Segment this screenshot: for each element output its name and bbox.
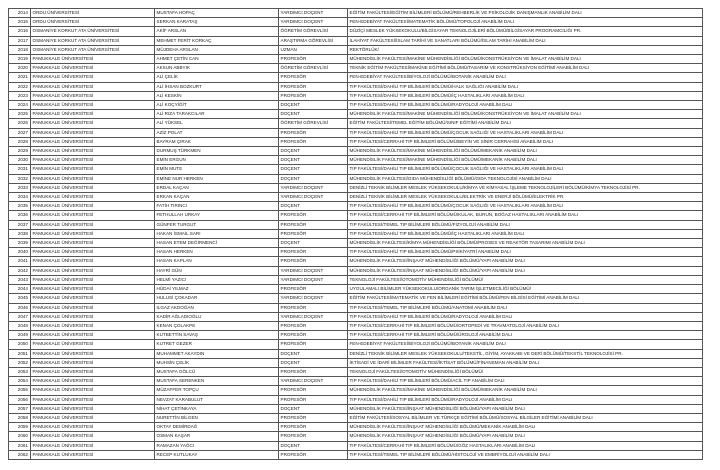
cell-academic-title: PROFESÖR [279,128,348,137]
cell-row-number: 2031 [9,165,31,174]
cell-row-number: 2027 [9,128,31,137]
cell-row-number: 2018 [9,45,31,54]
cell-row-number: 2029 [9,147,31,156]
cell-academic-title: YARDIMCI DOÇENT [279,183,348,192]
cell-academic-title: YARDIMCI DOÇENT [279,193,348,202]
cell-row-number: 2020 [9,64,31,73]
table-row [9,367,703,376]
cell-university: PAMUKKALE ÜNİVERSİTESİ [31,73,155,82]
cell-person-name: ERKAN KAÇAN [155,193,279,202]
cell-row-number: 2044 [9,285,31,294]
table-row [9,266,703,275]
table-row [9,101,703,110]
cell-department: REKTÖRLÜK/ [348,45,703,54]
cell-department: DÜZİÇİ MESLEK YÜKSEKOKULU/BİLGİSAYAR TEKNOLOJİLERİ BÖLÜMÜ/BİLGİSAYAR PROGRAMCILIĞI PR. [348,27,703,36]
table-row [9,165,703,174]
cell-university: PAMUKKALE ÜNİVERSİTESİ [31,165,155,174]
cell-person-name: ALİ KESKİN [155,91,279,100]
cell-row-number: 2034 [9,193,31,202]
cell-department: MÜHENDİSLİK FAKÜLTESİ/KİMYA MÜHENDİSLİĞİ BÖLÜMÜ/PROSES VE REAKTÖR TASARIMI ANABİLİM DALI [348,239,703,248]
table-row [9,18,703,27]
cell-person-name: NİHAT ÇETİNKAYA [155,404,279,413]
table-row [9,432,703,441]
cell-university: PAMUKKALE ÜNİVERSİTESİ [31,413,155,422]
cell-academic-title: YARDIMCI DOÇENT [279,9,348,18]
cell-row-number: 2047 [9,312,31,321]
cell-university: PAMUKKALE ÜNİVERSİTESİ [31,450,155,459]
cell-person-name: RECEP KUTLUKAY [155,450,279,459]
cell-row-number: 2055 [9,386,31,395]
cell-row-number: 2056 [9,395,31,404]
cell-department: DENİZLİ TEKNİK BİLİMLER MESLEK YÜKSEKOKULU/KİMYA VE KİMYASAL İŞLEME TEKNOLOJİLERİ BÖLÜMÜ/KİMYA TEKNOLOJİSİ PR. [348,183,703,192]
cell-university: PAMUKKALE ÜNİVERSİTESİ [31,64,155,73]
cell-person-name: MUSTAFA SERENKEN [155,377,279,386]
cell-academic-title: PROFESÖR [279,331,348,340]
table-row [9,211,703,220]
cell-academic-title: PROFESÖR [279,229,348,238]
cell-department: FEN-EDEBİYAT FAKÜLTESİ/BİYOLOJİ BÖLÜMÜ/BOTANİK ANABİLİM DALI [348,73,703,82]
cell-academic-title: PROFESÖR [279,303,348,312]
cell-row-number: 2022 [9,82,31,91]
results-table [8,8,703,460]
cell-academic-title: PROFESÖR [279,432,348,441]
cell-row-number: 2059 [9,423,31,432]
cell-academic-title: DOÇENT [279,101,348,110]
cell-row-number: 2038 [9,229,31,238]
cell-row-number: 2023 [9,91,31,100]
cell-department: DENİZLİ TEKNİK BİLİMLER MESLEK YÜKSEKOKULU/ELEKTRİK VE ENERJİ BÖLÜMÜ/ELEKTRİK PR. [348,193,703,202]
table-row [9,321,703,330]
table-row [9,413,703,422]
cell-row-number: 2048 [9,321,31,330]
cell-university: ORDU ÜNİVERSİTESİ [31,9,155,18]
cell-university: PAMUKKALE ÜNİVERSİTESİ [31,367,155,376]
cell-row-number: 2049 [9,331,31,340]
table-row [9,239,703,248]
cell-academic-title: PROFESÖR [279,73,348,82]
cell-university: PAMUKKALE ÜNİVERSİTESİ [31,137,155,146]
cell-row-number: 2052 [9,358,31,367]
cell-department: EĞİTİM FAKÜLTESİ/EĞİTİM BİLİMLERİ BÖLÜMÜ/REHBERLİK VE PSİKOLOJİK DANIŞMANLIK ANABİLİM DALI [348,9,703,18]
cell-department: TIP FAKÜLTESİ/DAHİLİ TIP BİLİMLERİ BÖLÜMÜ/İÇ HASTALIKLARI ANABİLİM DALI [348,91,703,100]
table-row [9,137,703,146]
cell-academic-title: DOÇENT [279,239,348,248]
cell-department: TIP FAKÜLTESİ/DAHİLİ TIP BİLİMLERİ BÖLÜMÜ/PSİKİYATRİ ANABİLİM DALI [348,248,703,257]
cell-academic-title: YARDIMCI DOÇENT [279,275,348,284]
table-row [9,91,703,100]
cell-university: PAMUKKALE ÜNİVERSİTESİ [31,239,155,248]
cell-academic-title: DOÇENT [279,147,348,156]
cell-academic-title: PROFESÖR [279,340,348,349]
table-row [9,358,703,367]
cell-academic-title: PROFESÖR [279,423,348,432]
cell-university: PAMUKKALE ÜNİVERSİTESİ [31,147,155,156]
cell-person-name: ILGAZ AKDOĞAN [155,303,279,312]
cell-person-name: MUSTAFA HOPAÇ [155,9,279,18]
cell-row-number: 2039 [9,239,31,248]
table-row [9,36,703,45]
cell-person-name: AHMET ÇETİN CAN [155,55,279,64]
cell-academic-title: DOÇENT [279,441,348,450]
cell-university: PAMUKKALE ÜNİVERSİTESİ [31,285,155,294]
cell-person-name: MÜJDEHA ARSLAN [155,45,279,54]
cell-row-number: 2019 [9,55,31,64]
cell-academic-title: PROFESÖR [279,211,348,220]
cell-person-name: FATİH TIRINCI [155,202,279,211]
cell-person-name: AKSUN ABBYIK [155,64,279,73]
table-row [9,275,703,284]
cell-department: İLAHİYAT FAKÜLTESİ/İSLAM TARİHİ VE SANATLARI BÖLÜMÜ/İSLAM TARİHİ ANABİLİM DALI [348,36,703,45]
cell-person-name: SERKAN KARATAŞ [155,18,279,27]
cell-person-name: MEHMET FERİT KORKAÇ [155,36,279,45]
cell-university: PAMUKKALE ÜNİVERSİTESİ [31,202,155,211]
cell-row-number: 2042 [9,266,31,275]
cell-person-name: EMİN ERGUN [155,156,279,165]
cell-university: PAMUKKALE ÜNİVERSİTESİ [31,193,155,202]
cell-department: DENİZLİ TEKNİK BİLİMLER MESLEK YÜKSEKOKULU/TEKSTİL, GİYİM, AYAKKABI VE DERİ BÖLÜMÜ/TEKSTİL TEKNOLOJİSİ PR. [348,349,703,358]
cell-person-name: ALİ İHSAN BOZKURT [155,82,279,91]
cell-row-number: 2014 [9,9,31,18]
cell-university: PAMUKKALE ÜNİVERSİTESİ [31,220,155,229]
cell-university: PAMUKKALE ÜNİVERSİTESİ [31,358,155,367]
cell-row-number: 2041 [9,257,31,266]
table-row [9,349,703,358]
cell-row-number: 2058 [9,413,31,422]
cell-department: FEN-EDEBİYAT FAKÜLTESİ/MATEMATİK BÖLÜMÜ/TOPOLOJİ ANABİLİM DALI [348,18,703,27]
table-row [9,340,703,349]
cell-department: MÜHENDİSLİK FAKÜLTESİ/İNŞAAT MÜHENDİSLİĞİ BÖLÜMÜ/YAPI ANABİLİM DALI [348,257,703,266]
cell-row-number: 2045 [9,294,31,303]
cell-university: PAMUKKALE ÜNİVERSİTESİ [31,395,155,404]
cell-academic-title: DOÇENT [279,156,348,165]
cell-person-name: MUSTAFA GÖLCÜ [155,367,279,376]
table-row [9,73,703,82]
cell-department: MÜHENDİSLİK FAKÜLTESİ/MAKİNE MÜHENDİSLİĞİ BÖLÜMÜ/KONSTRÜKSİYON VE İMALAT ANABİLİM DALI [348,55,703,64]
cell-person-name: BAYRAM ÇIRAK [155,137,279,146]
cell-university: PAMUKKALE ÜNİVERSİTESİ [31,441,155,450]
cell-university: PAMUKKALE ÜNİVERSİTESİ [31,432,155,441]
cell-academic-title: UZMAN [279,45,348,54]
cell-row-number: 2032 [9,174,31,183]
cell-academic-title: YARDIMCI DOÇENT [279,377,348,386]
cell-person-name: AZİZ POLAT [155,128,279,137]
cell-academic-title: PROFESÖR [279,450,348,459]
cell-department: UYGULAMALI BİLİMLER YÜKSEKOKULU/ORGANİK TARIM İŞLETMECİLİĞİ BÖLÜMÜ/ [348,285,703,294]
cell-university: PAMUKKALE ÜNİVERSİTESİ [31,101,155,110]
cell-row-number: 2021 [9,73,31,82]
cell-academic-title: PROFESÖR [279,220,348,229]
table-row [9,45,703,54]
cell-academic-title: PROFESÖR [279,248,348,257]
cell-university: PAMUKKALE ÜNİVERSİTESİ [31,183,155,192]
cell-university: PAMUKKALE ÜNİVERSİTESİ [31,349,155,358]
cell-row-number: 2026 [9,119,31,128]
cell-person-name: FETHULLAH URKAY [155,211,279,220]
cell-university: PAMUKKALE ÜNİVERSİTESİ [31,82,155,91]
table-row [9,395,703,404]
cell-person-name: ERDAL KAÇAN [155,183,279,192]
table-row [9,294,703,303]
cell-department: TIP FAKÜLTESİ/DAHİLİ TIP BİLİMLERİ BÖLÜMÜ/ACİL TIP ANABİLİM DALI [348,377,703,386]
cell-academic-title: PROFESÖR [279,395,348,404]
cell-university: PAMUKKALE ÜNİVERSİTESİ [31,229,155,238]
cell-department: EĞİTİM FAKÜLTESİ/MATEMATİK VE FEN BİLİMLERİ EĞİTİMİ BÖLÜMÜ/FEN BİLGİSİ EĞİTİMİ ANABİLİM DALI [348,294,703,303]
cell-person-name: ALİ KOÇYİĞİT [155,101,279,110]
cell-person-name: GÜNFER TURGUT [155,220,279,229]
table-row [9,303,703,312]
cell-person-name: HASAN KAPLAN [155,257,279,266]
cell-person-name: ALİ RIZA TARAKCILAR [155,110,279,119]
cell-university: PAMUKKALE ÜNİVERSİTESİ [31,128,155,137]
cell-university: PAMUKKALE ÜNİVERSİTESİ [31,275,155,284]
table-row [9,64,703,73]
cell-university: PAMUKKALE ÜNİVERSİTESİ [31,211,155,220]
cell-academic-title: YARDIMCI DOÇENT [279,266,348,275]
cell-university: PAMUKKALE ÜNİVERSİTESİ [31,377,155,386]
cell-university: PAMUKKALE ÜNİVERSİTESİ [31,91,155,100]
cell-department: TIP FAKÜLTESİ/DAHİLİ TIP BİLİMLERİ BÖLÜMÜ/HALK SAĞLIĞI ANABİLİM DALI [348,82,703,91]
cell-university: PAMUKKALE ÜNİVERSİTESİ [31,174,155,183]
cell-person-name: OSMAN KAŞAR [155,432,279,441]
cell-row-number: 2040 [9,248,31,257]
table-row [9,119,703,128]
cell-person-name: KADİR AĞLADIOĞLU [155,312,279,321]
cell-person-name: KUTRET GEZER [155,340,279,349]
table-row [9,404,703,413]
cell-row-number: 2033 [9,183,31,192]
table-row [9,193,703,202]
cell-university: PAMUKKALE ÜNİVERSİTESİ [31,257,155,266]
cell-person-name: DURMUŞ TÜRKMEN [155,147,279,156]
table-row [9,377,703,386]
cell-row-number: 2043 [9,275,31,284]
cell-academic-title: PROFESÖR [279,137,348,146]
cell-row-number: 2060 [9,432,31,441]
cell-university: PAMUKKALE ÜNİVERSİTESİ [31,248,155,257]
cell-row-number: 2062 [9,450,31,459]
table-row [9,423,703,432]
cell-academic-title: PROFESÖR [279,82,348,91]
cell-academic-title: ÖĞRETİM GÖREVLİSİ [279,119,348,128]
cell-university: PAMUKKALE ÜNİVERSİTESİ [31,266,155,275]
cell-row-number: 2024 [9,101,31,110]
cell-person-name: ALİ YÜKSEL [155,119,279,128]
table-row [9,82,703,91]
cell-university: PAMUKKALE ÜNİVERSİTESİ [31,303,155,312]
cell-university: PAMUKKALE ÜNİVERSİTESİ [31,331,155,340]
table-row [9,386,703,395]
cell-row-number: 2016 [9,27,31,36]
cell-row-number: 2035 [9,202,31,211]
cell-person-name: EMİNE NUR HERKEN [155,174,279,183]
cell-university: PAMUKKALE ÜNİVERSİTESİ [31,340,155,349]
cell-row-number: 2054 [9,377,31,386]
cell-department: TIP FAKÜLTESİ/DAHİLİ TIP BİLİMLERİ BÖLÜMÜ/RADYOLOJİ ANABİLİM DALI [348,101,703,110]
cell-department: TIP FAKÜLTESİ/TEMEL TIP BİLİMLERİ BÖLÜMÜ/HİSTOLOJİ VE EMBRİYOLOJİ ANABİLİM DALI [348,450,703,459]
table-row [9,257,703,266]
cell-academic-title: YARDIMCI DOÇENT [279,312,348,321]
cell-university: PAMUKKALE ÜNİVERSİTESİ [31,321,155,330]
cell-row-number: 2028 [9,137,31,146]
cell-university: PAMUKKALE ÜNİVERSİTESİ [31,294,155,303]
cell-row-number: 2053 [9,367,31,376]
cell-department: MÜHENDİSLİK FAKÜLTESİ/İNŞAAT MÜHENDİSLİĞİ BÖLÜMÜ/YAPI ANABİLİM DALI [348,266,703,275]
cell-university: PAMUKKALE ÜNİVERSİTESİ [31,423,155,432]
cell-department: TIP FAKÜLTESİ/DAHİLİ TIP BİLİMLERİ BÖLÜMÜ/İÇ HASTALIKLARI ANABİLİM DALI [348,229,703,238]
cell-row-number: 2057 [9,404,31,413]
table-row [9,202,703,211]
cell-academic-title: ÖĞRETİM GÖREVLİSİ [279,64,348,73]
table-body [9,9,703,460]
cell-department: FEN-EDEBİYAT FAKÜLTESİ/BİYOLOJİ BÖLÜMÜ/BOTANİK ANABİLİM DALI [348,340,703,349]
cell-university: PAMUKKALE ÜNİVERSİTESİ [31,156,155,165]
cell-department: TIP FAKÜLTESİ/TEMEL TIP BİLİMLERİ BÖLÜMÜ/ANATOMİ ANABİLİM DALI [348,303,703,312]
cell-academic-title: DOÇENT [279,404,348,413]
cell-person-name: HASAN HERKEN [155,248,279,257]
cell-row-number: 2036 [9,211,31,220]
cell-person-name: EMİN MUTE [155,165,279,174]
cell-person-name: HASAN ETEM DEĞİRMENCİ [155,239,279,248]
cell-row-number: 2037 [9,220,31,229]
cell-university: PAMUKKALE ÜNİVERSİTESİ [31,404,155,413]
cell-person-name: MUHSİN ÇELİK [155,358,279,367]
cell-academic-title: ÖĞRETİM GÖREVLİSİ [279,27,348,36]
table-row [9,450,703,459]
cell-university: PAMUKKALE ÜNİVERSİTESİ [31,55,155,64]
cell-person-name: MÜZAFFER TOPÇU [155,386,279,395]
cell-department: TIP FAKÜLTESİ/DAHİLİ TIP BİLİMLERİ BÖLÜMÜ/ÇOCUK SAĞLIĞI VE HASTALIKLARI ANABİLİM DALI [348,165,703,174]
cell-person-name: HÜDAİ YILMAZ [155,285,279,294]
cell-academic-title: DOÇENT [279,202,348,211]
cell-department: TEKNOLOJİ FAKÜLTESİ/OTOMOTİV MÜHENDİSLİĞİ BÖLÜMÜ/ [348,275,703,284]
cell-row-number: 2025 [9,110,31,119]
table-row [9,147,703,156]
cell-academic-title: PROFESÖR [279,367,348,376]
table-row [9,220,703,229]
cell-person-name: ALİ ÇELİK [155,73,279,82]
cell-department: TIP FAKÜLTESİ/CERRAHİ TIP BİLİMLERİ BÖLÜMÜ/GÖZ HASTALIKLARI ANABİLİM DALI [348,441,703,450]
table-row [9,110,703,119]
cell-department: MÜHENDİSLİK FAKÜLTESİ/MAKİNE MÜHENDİSLİĞİ BÖLÜMÜ/KONSTRÜKSİYON VE İMALAT ANABİLİM DALI [348,110,703,119]
table-row [9,441,703,450]
cell-row-number: 2051 [9,349,31,358]
cell-academic-title: DOÇENT [279,358,348,367]
cell-university: PAMUKKALE ÜNİVERSİTESİ [31,386,155,395]
cell-row-number: 2050 [9,340,31,349]
cell-academic-title: DOÇENT [279,174,348,183]
cell-person-name: NURETTİN BİLGEN [155,413,279,422]
table-row [9,285,703,294]
cell-academic-title: PROFESÖR [279,413,348,422]
cell-person-name: KUTBETTİN SAVAŞ [155,331,279,340]
cell-department: EĞİTİM FAKÜLTESİ/TEMEL EĞİTİM BÖLÜMÜ/SINIF EĞİTİMİ ANABİLİM DALI [348,119,703,128]
cell-person-name: RAMAZAN YAĞCI [155,441,279,450]
cell-university: OSMANİYE KORKUT ATA ÜNİVERSİTESİ [31,45,155,54]
cell-row-number: 2017 [9,36,31,45]
cell-academic-title: DOÇENT [279,110,348,119]
cell-academic-title: PROFESÖR [279,285,348,294]
cell-person-name: HAYRİ GÜN [155,266,279,275]
table-row [9,128,703,137]
cell-department: MÜHENDİSLİK FAKÜLTESİ/MAKİNE MÜHENDİSLİĞİ BÖLÜMÜ/MEKANİK ANABİLİM DALI [348,156,703,165]
cell-academic-title: PROFESÖR [279,91,348,100]
cell-department: MÜHENDİSLİK FAKÜLTESİ/İNŞAAT MÜHENDİSLİĞİ BÖLÜMÜ/YAPI ANABİLİM DALI [348,404,703,413]
cell-department: TEKNOLOJİ FAKÜLTESİ/OTOMOTİV MÜHENDİSLİĞİ BÖLÜMÜ/ [348,367,703,376]
cell-academic-title: DOÇENT [279,165,348,174]
cell-department: MÜHENDİSLİK FAKÜLTESİ/MAKİNE MÜHENDİSLİĞİ BÖLÜMÜ/MEKANİK ANABİLİM DALI [348,386,703,395]
cell-row-number: 2015 [9,18,31,27]
cell-department: TIP FAKÜLTESİ/CERRAHİ TIP BİLİMLERİ BÖLÜMÜ/ORTOPEDİ VE TRAVMATOLOJİ ANABİLİM DALI [348,321,703,330]
cell-academic-title: YARDIMCI DOÇENT [279,18,348,27]
cell-department: TIP FAKÜLTESİ/CERRAHİ TIP BİLİMLERİ BÖLÜMÜ/ÜROLOJİ ANABİLİM DALI [348,331,703,340]
cell-person-name: HAKAN İSMAİL SARI [155,229,279,238]
cell-department: MÜHENDİSLİK FAKÜLTESİ/İNŞAAT MÜHENDİSLİĞİ BÖLÜMÜ/MEKANİK ANABİLİM DALI [348,423,703,432]
cell-academic-title: PROFESÖR [279,257,348,266]
cell-row-number: 2061 [9,441,31,450]
cell-university: ORDU ÜNİVERSİTESİ [31,18,155,27]
cell-academic-title: PROFESÖR [279,321,348,330]
cell-row-number: 2030 [9,156,31,165]
cell-academic-title: PROFESÖR [279,55,348,64]
table-row [9,229,703,238]
table-row [9,27,703,36]
table-row [9,55,703,64]
table-row [9,248,703,257]
table-row [9,183,703,192]
cell-row-number: 2046 [9,303,31,312]
cell-department: TEKNİK EĞİTİM FAKÜLTESİ/MAKİNE EĞİTİMİ BÖLÜMÜ/TASARIM VE KONSTRÜKSİYON EĞİTİMİ ANABİLİM DALI [348,64,703,73]
cell-department: EĞİTİM FAKÜLTESİ/SOSYAL BİLİMLER VE TÜRKÇE EĞİTİMİ BÖLÜMÜ/SOSYAL BİLGİLER EĞİTİMİ ANABİLİM DALI [348,413,703,422]
cell-department: MÜHENDİSLİK FAKÜLTESİ/İNŞAAT MÜHENDİSLİĞİ BÖLÜMÜ/YAPI ANABİLİM DALI [348,432,703,441]
cell-department: MÜHENDİSLİK FAKÜLTESİ/GIDA MÜHENDİSLİĞİ BÖLÜMÜ/GIDA TEKNOLOJİSİ ANABİLİM DALI [348,174,703,183]
cell-department: MÜHENDİSLİK FAKÜLTESİ/MAKİNE MÜHENDİSLİĞİ BÖLÜMÜ/MEKANİK ANABİLİM DALI [348,147,703,156]
cell-person-name: KENAN ÇOLAKPE [155,321,279,330]
cell-department: TIP FAKÜLTESİ/TEMEL TIP BİLİMLERİ BÖLÜMÜ/FİZYOLOJİ ANABİLİM DALI [348,220,703,229]
cell-academic-title: ARAŞTIRMA GÖREVLİSİ [279,36,348,45]
table-row [9,9,703,18]
cell-person-name: HULUSİ ÇOKADAR [155,294,279,303]
cell-department: İKTİSADİ VE İDARİ BİLİMLER FAKÜLTESİ/İKTİSAT BÖLÜMÜ/FİNANSMAN ANABİLİM DALI [348,358,703,367]
cell-department: TIP FAKÜLTESİ/DAHİLİ TIP BİLİMLERİ BÖLÜMÜ/RADYOLOJİ ANABİLİM DALI [348,395,703,404]
cell-university: PAMUKKALE ÜNİVERSİTESİ [31,312,155,321]
table-row [9,174,703,183]
cell-university: PAMUKKALE ÜNİVERSİTESİ [31,110,155,119]
cell-person-name: OKTAY DEMİRDAĞ [155,423,279,432]
cell-person-name: AKİF ARSLAN [155,27,279,36]
cell-person-name: NEVZAT KARABULUT [155,395,279,404]
cell-department: TIP FAKÜLTESİ/DAHİLİ TIP BİLİMLERİ BÖLÜMÜ/RADYOLOJİ ANABİLİM DALI [348,312,703,321]
table-row [9,312,703,321]
cell-person-name: MUHAMMET AKAYDIN [155,349,279,358]
cell-department: TIP FAKÜLTESİ/CERRAHİ TIP BİLİMLERİ BÖLÜMÜ/BEYİN VE SİNİR CERRAHİSİ ANABİLİM DALI [348,137,703,146]
cell-university: OSMANİYE KORKUT ATA ÜNİVERSİTESİ [31,27,155,36]
table-row [9,156,703,165]
cell-department: TIP FAKÜLTESİ/DAHİLİ TIP BİLİMLERİ BÖLÜMÜ/ÇOCUK SAĞLIĞI VE HASTALIKLARI ANABİLİM DALI [348,128,703,137]
table-row [9,331,703,340]
cell-academic-title: PROFESÖR [279,386,348,395]
cell-university: OSMANİYE KORKUT ATA ÜNİVERSİTESİ [31,36,155,45]
cell-department: TIP FAKÜLTESİ/CERRAHİ TIP BİLİMLERİ BÖLÜMÜ/KULAK, BURUN, BOĞAZ HASTALIKLARI ANABİLİM DALI [348,211,703,220]
cell-person-name: HELMİ YAZICI [155,275,279,284]
cell-academic-title: DOÇENT [279,349,348,358]
cell-university: PAMUKKALE ÜNİVERSİTESİ [31,119,155,128]
cell-department: TIP FAKÜLTESİ/DAHİLİ TIP BİLİMLERİ BÖLÜMÜ/ÇOCUK SAĞLIĞI VE HASTALIKLARI ANABİLİM DALI [348,202,703,211]
cell-academic-title: YARDIMCI DOÇENT [279,294,348,303]
